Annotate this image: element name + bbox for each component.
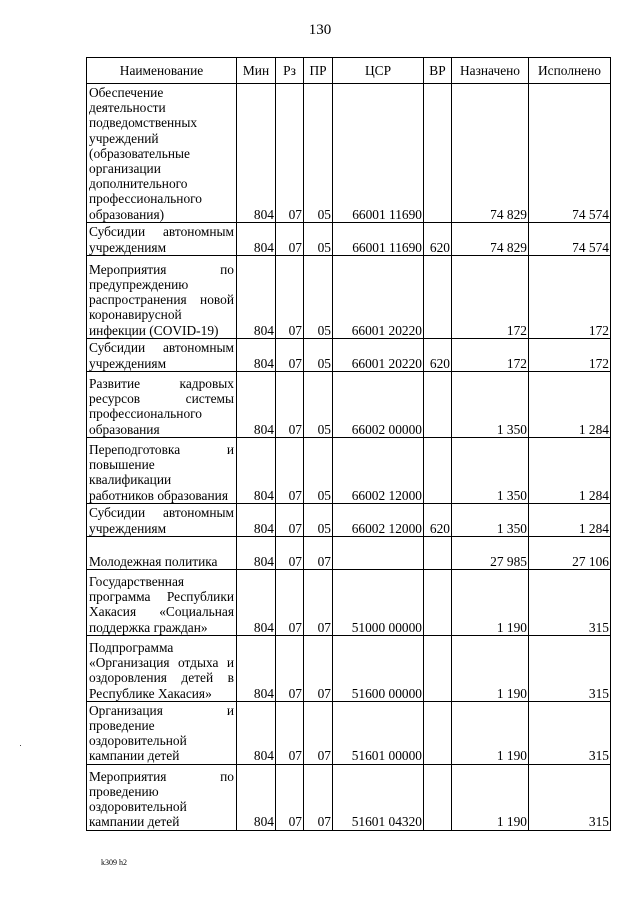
row-name: Переподготовка и повышение квалификации работников образования [87,437,237,503]
table-row [87,701,611,764]
header-pr: ПР [304,58,333,84]
row-rz: 07 [276,255,304,338]
row-rz: 07 [276,536,304,569]
header-executed: Исполнено [529,58,611,84]
row-executed: 74 574 [529,84,611,223]
header-vr: ВР [424,58,452,84]
table-row [87,635,611,701]
row-vr: 620 [424,222,452,255]
row-name: Государственная программа Республики Хакасия «Социальная поддержка граждан» [87,569,237,635]
row-csr: 66001 11690 [333,222,424,255]
row-assigned: 1 350 [452,437,529,503]
row-vr [424,255,452,338]
row-pr: 07 [304,764,333,830]
header-csr: ЦСР [333,58,424,84]
row-vr [424,635,452,701]
table-row [87,84,611,223]
row-executed: 172 [529,338,611,371]
table-row [87,437,611,503]
row-pr: 05 [304,222,333,255]
row-name: Мероприятия по проведению оздоровительной кампании детей [87,764,237,830]
row-csr: 66002 12000 [333,503,424,536]
row-executed: 1 284 [529,503,611,536]
row-executed: 1 284 [529,371,611,437]
header-min: Мин [237,58,276,84]
row-executed: 315 [529,764,611,830]
row-csr: 66002 12000 [333,437,424,503]
table-row [87,536,611,569]
row-executed: 315 [529,635,611,701]
row-assigned: 1 190 [452,569,529,635]
row-vr: 620 [424,503,452,536]
row-assigned: 74 829 [452,84,529,223]
table-row [87,569,611,635]
row-min: 804 [237,635,276,701]
row-min: 804 [237,338,276,371]
table-header-row [87,58,611,84]
row-executed: 315 [529,569,611,635]
row-pr: 07 [304,701,333,764]
table-row [87,222,611,255]
row-executed: 74 574 [529,222,611,255]
table-row [87,503,611,536]
row-name: Мероприятия по предупреждению распространения новой коронавирусной инфекции (COVID-19) [87,255,237,338]
row-csr: 51601 00000 [333,701,424,764]
row-vr [424,371,452,437]
row-csr: 51000 00000 [333,569,424,635]
table-row [87,338,611,371]
table-row [87,764,611,830]
row-rz: 07 [276,701,304,764]
row-vr [424,437,452,503]
table-row [87,371,611,437]
row-min: 804 [237,503,276,536]
row-rz: 07 [276,635,304,701]
row-min: 804 [237,371,276,437]
row-name: Развитие кадровых ресурсов системы профессионального образования [87,371,237,437]
row-csr [333,536,424,569]
row-min: 804 [237,255,276,338]
row-assigned: 27 985 [452,536,529,569]
scan-speck [20,745,21,746]
row-min: 804 [237,569,276,635]
row-min: 804 [237,764,276,830]
row-assigned: 172 [452,338,529,371]
row-executed: 172 [529,255,611,338]
row-pr: 05 [304,255,333,338]
row-pr: 05 [304,371,333,437]
row-min: 804 [237,84,276,223]
row-assigned: 1 190 [452,764,529,830]
row-min: 804 [237,222,276,255]
row-name: Субсидии автономным учреждениям [87,503,237,536]
row-csr: 66002 00000 [333,371,424,437]
row-name: Молодежная политика [87,536,237,569]
row-csr: 66001 11690 [333,84,424,223]
row-rz: 07 [276,569,304,635]
row-name: Субсидии автономным учреждениям [87,222,237,255]
row-pr: 07 [304,569,333,635]
row-name: Организация и проведение оздоровительной кампании детей [87,701,237,764]
row-pr: 05 [304,503,333,536]
row-vr: 620 [424,338,452,371]
row-rz: 07 [276,84,304,223]
row-name: Субсидии автономным учреждениям [87,338,237,371]
row-min: 804 [237,701,276,764]
row-rz: 07 [276,764,304,830]
row-assigned: 74 829 [452,222,529,255]
row-assigned: 1 190 [452,701,529,764]
row-pr: 05 [304,84,333,223]
row-rz: 07 [276,437,304,503]
row-pr: 05 [304,437,333,503]
row-executed: 27 106 [529,536,611,569]
row-pr: 07 [304,536,333,569]
row-csr: 66001 20220 [333,338,424,371]
row-min: 804 [237,536,276,569]
row-rz: 07 [276,371,304,437]
row-vr [424,536,452,569]
row-executed: 315 [529,701,611,764]
row-assigned: 1 190 [452,635,529,701]
header-assigned: Назначено [452,58,529,84]
row-csr: 51601 04320 [333,764,424,830]
row-rz: 07 [276,503,304,536]
row-csr: 66001 20220 [333,255,424,338]
row-assigned: 1 350 [452,371,529,437]
row-vr [424,701,452,764]
table-row [87,255,611,338]
row-pr: 05 [304,338,333,371]
header-name: Наименование [87,58,237,84]
row-assigned: 1 350 [452,503,529,536]
row-csr: 51600 00000 [333,635,424,701]
row-vr [424,569,452,635]
row-rz: 07 [276,338,304,371]
row-assigned: 172 [452,255,529,338]
row-pr: 07 [304,635,333,701]
row-vr [424,764,452,830]
row-name: Обеспечение деятельности подведомственных учреждений (образовательные организации дополнительного профессионального образования) [87,84,237,223]
row-vr [424,84,452,223]
budget-table [86,57,611,831]
row-min: 804 [237,437,276,503]
row-name: Подпрограмма «Организация отдыха и оздоровления детей в Республике Хакасия» [87,635,237,701]
row-executed: 1 284 [529,437,611,503]
page-number: 130 [308,22,332,38]
footer-code: k309 h2 [101,858,127,867]
row-rz: 07 [276,222,304,255]
header-rz: Рз [276,58,304,84]
